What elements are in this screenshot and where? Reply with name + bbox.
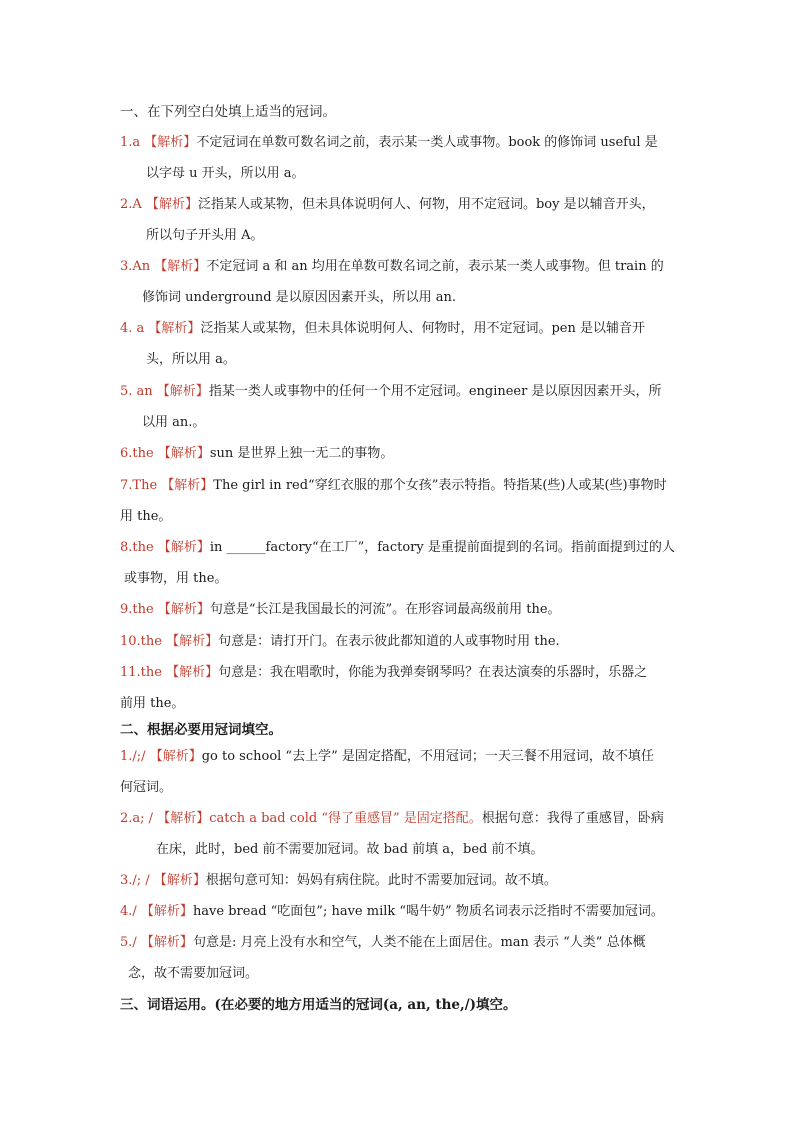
analysis-tag: 【解析】 [156, 384, 209, 399]
answer-line [120, 902, 664, 922]
answer-key: 7.The [120, 478, 162, 493]
answer-line [120, 663, 647, 683]
analysis-tag: 【解析】 [140, 935, 193, 950]
answer-continuation: 在床，此时，bed 前不需要加冠词。故 bad 前填 a，bed 前不填。 [156, 842, 544, 857]
analysis-text: sun 是世界上独一无二的事物。 [209, 446, 394, 461]
answer-key: 3.An [120, 259, 155, 274]
analysis-text: 句意是：请打开门。在表示彼此都知道的人或事物时用 the. [218, 634, 560, 649]
section-1-title: 一、在下列空白处填上适当的冠词。 [120, 104, 336, 120]
analysis-text: 不定冠词在单数可数名词之前，表示某一类人或事物。book 的修饰词 useful 是 [196, 135, 658, 150]
answer-continuation: 用 the。 [120, 509, 172, 524]
answer-key: 11.the [120, 665, 167, 680]
answer-line [120, 871, 557, 891]
analysis-tag: 【解析】 [149, 749, 202, 764]
analysis-tag: 【解析】 [157, 811, 210, 826]
answer-key: 4./ [120, 904, 141, 919]
answer-key: 4. a [120, 321, 149, 336]
answer-line [120, 257, 664, 277]
analysis-text: 根据句意可知：妈妈有病住院。此时不需要加冠词。故不填。 [205, 873, 557, 888]
answer-key: 5. an [120, 384, 157, 399]
answer-continuation: 头，所以用 a。 [146, 352, 236, 367]
answer-continuation: 前用 the。 [120, 696, 185, 711]
answer-line [120, 382, 661, 402]
answer-line [120, 600, 561, 620]
answer-key: 1./;/ [120, 749, 150, 764]
section-2-title: 二、根据必要用冠词填空。 [120, 722, 282, 738]
answer-line [120, 747, 654, 767]
analysis-text-highlight: catch a bad cold “得了重感冒” 是固定搭配。 [209, 811, 482, 826]
answer-key: 9.the [120, 602, 158, 617]
answer-key: 2.A [120, 197, 146, 212]
analysis-tag: 【解析】 [157, 602, 210, 617]
answer-continuation: 念，故不需要加冠词。 [128, 966, 259, 981]
analysis-text: 泛指某人或某物，但未具体说明何人、何物，用不定冠词。boy 是以辅音开头， [197, 197, 655, 212]
answer-line [120, 133, 658, 153]
analysis-tag: 【解析】 [145, 197, 198, 212]
answer-continuation: 或事物，用 the。 [124, 571, 228, 586]
analysis-tag: 【解析】 [144, 135, 197, 150]
answer-key: 1.a [120, 135, 145, 150]
analysis-tag: 【解析】 [157, 540, 210, 555]
analysis-text: 泛指某人或某物，但未具体说明何人、何物时，用不定冠词。pen 是以辅音开 [200, 321, 645, 336]
answer-key: 3./; / [120, 873, 154, 888]
answer-line [120, 195, 655, 215]
answer-key: 2.a; / [120, 811, 158, 826]
analysis-text: 不定冠词 a 和 an 均用在单数可数名词之前，表示某一类人或事物。但 train 的 [206, 259, 664, 274]
answer-key: 10.the [120, 634, 167, 649]
analysis-tag: 【解析】 [154, 259, 207, 274]
analysis-text: 句意是“长江是我国最长的河流”。在形容词最高级前用 the。 [209, 602, 561, 617]
answer-line [120, 476, 667, 496]
answer-continuation: 以字母 u 开头，所以用 a。 [146, 166, 305, 181]
analysis-text: go to school “去上学” 是固定搭配，不用冠词；一天三餐不用冠词，故不填任 [201, 749, 654, 764]
analysis-text: 句意是：我在唱歌时，你能为我弹奏钢琴吗？在表达演奏的乐器时，乐器之 [218, 665, 648, 680]
analysis-tag: 【解析】 [140, 904, 193, 919]
analysis-text: have bread “吃面包”; have milk “喝牛奶” 物质名词表示泛指时不需要加冠词。 [192, 904, 664, 919]
analysis-tag: 【解析】 [166, 634, 219, 649]
answer-line [120, 319, 645, 339]
answer-line [120, 933, 646, 953]
analysis-text: 句意是: 月亮上没有水和空气，人类不能在上面居住。man 表示 “人类” 总体概 [192, 935, 646, 950]
answer-line [120, 444, 393, 464]
answer-key: 8.the [120, 540, 158, 555]
answer-key: 5./ [120, 935, 141, 950]
answer-key: 6.the [120, 446, 158, 461]
analysis-tag: 【解析】 [166, 665, 219, 680]
analysis-text: The girl in red“穿红衣服的那个女孩”表示特指。特指某(些)人或某(些)事物时 [213, 478, 667, 493]
answer-line [120, 632, 560, 652]
answer-line [120, 809, 664, 829]
section-3-title: 三、词语运用。(在必要的地方用适当的冠词(a, an, the,/)填空。 [120, 997, 517, 1013]
analysis-tag: 【解析】 [161, 478, 214, 493]
analysis-text: 指某一类人或事物中的任何一个用不定冠词。engineer 是以原因因素开头，所 [208, 384, 662, 399]
answer-continuation: 何冠词。 [120, 780, 173, 795]
answer-continuation: 以用 an.。 [142, 415, 206, 430]
analysis-tag: 【解析】 [157, 446, 210, 461]
answer-continuation: 修饰词 underground 是以原因因素开头，所以用 an. [142, 290, 457, 305]
analysis-text: 根据句意：我得了重感冒，卧病 [481, 811, 664, 826]
analysis-tag: 【解析】 [153, 873, 206, 888]
answer-continuation: 所以句子开头用 A。 [146, 228, 264, 243]
answer-line [120, 538, 675, 558]
analysis-text: in ______factory“在工厂”，factory 是重提前面提到的名词。指前面提到过的人 [209, 540, 675, 555]
analysis-tag: 【解析】 [148, 321, 201, 336]
